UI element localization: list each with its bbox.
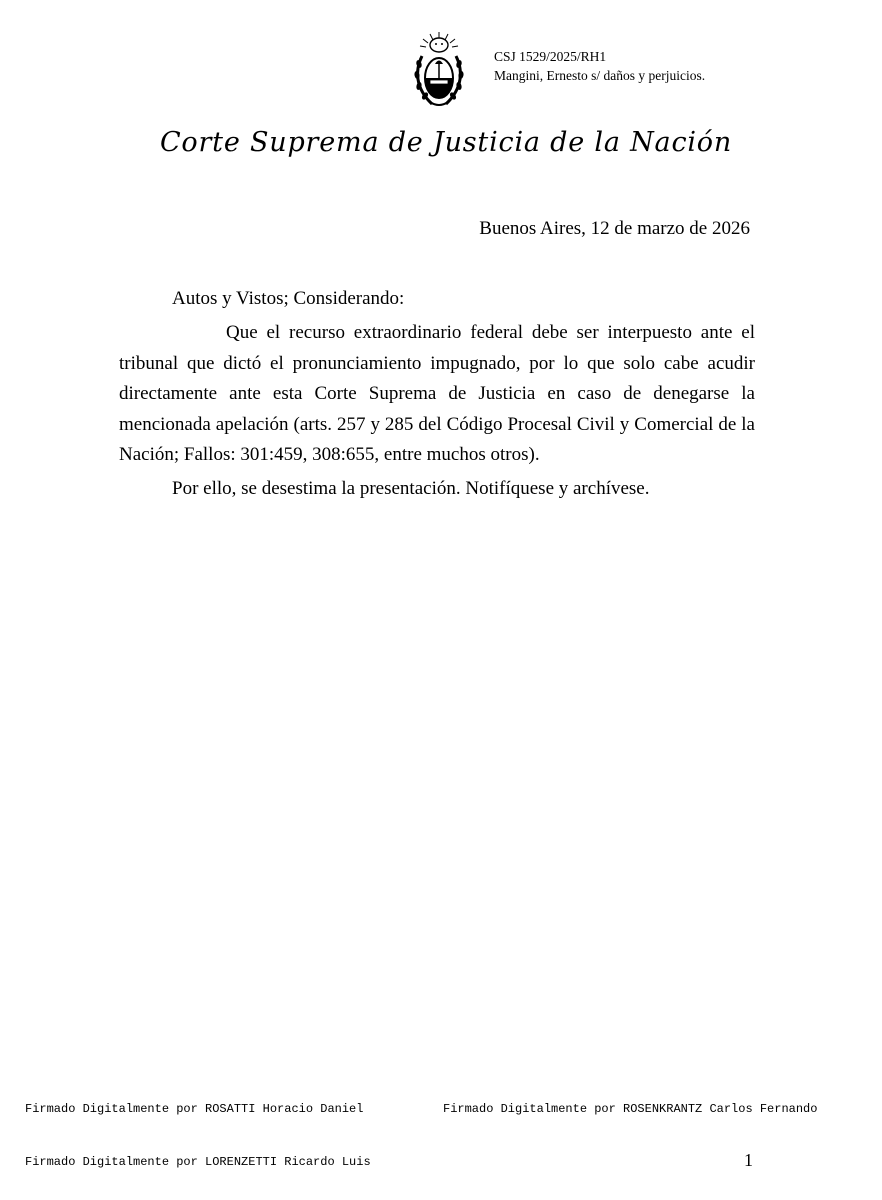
signature-rosatti: Firmado Digitalmente por ROSATTI Horacio Daniel (25, 1102, 364, 1116)
date-line: Buenos Aires, 12 de marzo de 2026 (479, 218, 750, 239)
closing-line: Por ello, se desestima la presentación. Notifíquese y archívese. (172, 478, 650, 499)
coat-of-arms-icon (412, 30, 466, 110)
page-number: 1 (744, 1150, 753, 1170)
signature-rosenkrantz: Firmado Digitalmente por ROSENKRANTZ Carlos Fernando (443, 1102, 818, 1116)
main-paragraph: Que el recurso extraordinario federal debe ser interpuesto ante el tribunal que dictó el pronunciamiento impugnado, por lo que solo cabe acudir directamente ante esta Corte Suprema de Justicia en caso de denegarse la mencionada apelación (arts. 257 y 285 del Código Procesal Civil y Comercial de la Nación; Fallos: 301:459, 308:655, entre muchos otros). (119, 322, 755, 465)
opening-line: Autos y Vistos; Considerando: (172, 288, 405, 309)
case-number: CSJ 1529/2025/RH1 (494, 49, 607, 64)
court-name-heading: Corte Suprema de Justicia de la Nación (159, 127, 733, 158)
case-title: Mangini, Ernesto s/ daños y perjuicios. (494, 68, 706, 83)
signature-lorenzetti: Firmado Digitalmente por LORENZETTI Ricardo Luis (25, 1155, 371, 1169)
case-info (494, 47, 705, 85)
